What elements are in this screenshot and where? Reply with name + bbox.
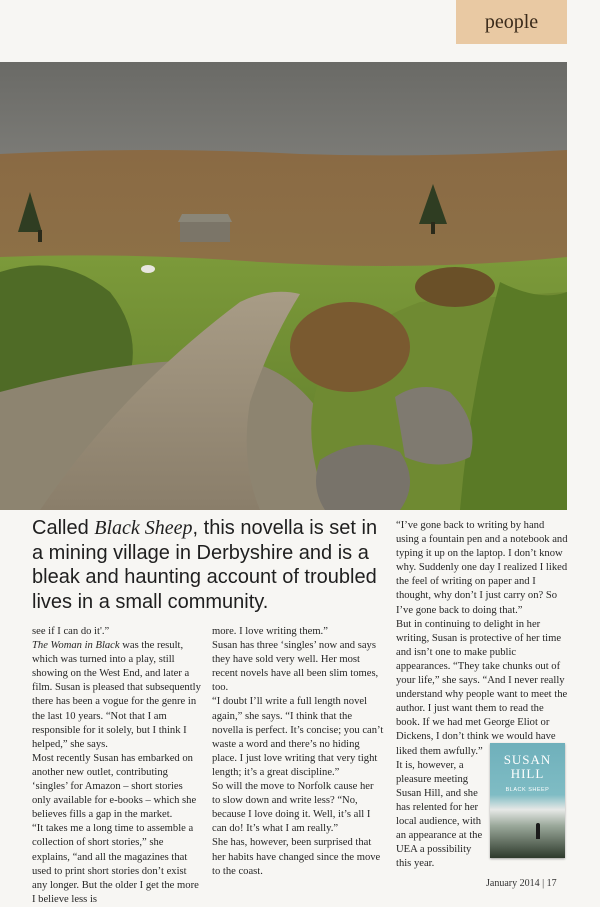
section-tab — [456, 0, 567, 44]
paragraph: Susan has three ‘singles’ now and says they have sold very well. Her most recent novels have all been slim tomes, too. — [212, 640, 379, 694]
paragraph — [32, 639, 204, 752]
deck-book-title: Black Sheep — [94, 517, 193, 539]
author-first: SUSAN — [503, 752, 552, 767]
paragraph: Most recently Susan has embarked on another new outlet, contributing ‘singles’ for Amazon – short stories only available for e-books – which she believes fills a gap in the market. — [32, 752, 197, 821]
book-cover-title: BLACK SHEEP — [505, 787, 550, 793]
paragraph: It is, however, a pleasure meeting Susan Hill, and she has relented for her local audience, with an appearance at the UEA a possibility this year. — [396, 759, 483, 870]
book-cover — [490, 743, 565, 858]
moorland-photo — [0, 62, 567, 510]
page-folio: January 2014 | 17 — [486, 878, 557, 889]
paragraph: But in continuing to delight in her writing, Susan is protective of her time and isn’t one to make public appearances. “They take chunks out of your life,” she says. “And I never really understand why people want to meet the author. I just want them to read the book. If we had met George Eliot or Dickens, I don’t think we would have liked them awfully.” — [396, 618, 568, 757]
deck-pre: Called — [32, 517, 95, 539]
paragraph: “I doubt I’ll write a full length novel again,” she says. “I think that the novella is perfect. It’s concise; you can’t waste a word and there’s no hiding place. I just love writing that very tight length; it’s a great discipline.” — [212, 696, 384, 778]
section-label: people — [484, 10, 539, 33]
cover-figure — [536, 823, 540, 839]
paragraph: “I’ve gone back to writing by hand using a fountain pen and a notebook and typing it up on the laptop. I don’t know why. Suddenly one day I realized I liked the feel of writing on paper and I thought, why don’t I just carry on? So I’ve gone back to doing that.” — [396, 520, 568, 616]
paragraph-text: was the result, which was turned into a play, still showing on the West End, and later a film. Susan is pleased that subsequently there has been a vogue for the genre in the last 10 years. “Not that I am responsible for it solely, but I think I helped,” she says. — [32, 640, 201, 750]
article-column-1 — [32, 625, 204, 907]
standfirst — [32, 516, 387, 614]
paragraph: see if I can do it'.” — [32, 626, 110, 637]
author-last: HILL — [510, 766, 545, 781]
paragraph: “It takes me a long time to assemble a collection of short stories,” she explains, “and all the magazines that used to print short stories don’t exist any longer. But the older I get the more I believe less is — [32, 823, 199, 905]
deck-post: , this novella is set in a mining village in Derbyshire and is a bleak and haunting account of troubled lives in a small community. — [32, 517, 378, 613]
book-author — [490, 753, 565, 781]
paragraph: So will the move to Norfolk cause her to slow down and write less? “No, because I love doing it. Well, it’s all I can do! It’s what I am really.” — [212, 781, 374, 835]
article-column-2 — [212, 625, 384, 879]
paragraph: more. I love writing them.” — [212, 626, 328, 637]
paragraph: She has, however, been surprised that her habits have changed since the move to the coast. — [212, 837, 381, 877]
book-title: The Woman in Black — [32, 640, 120, 652]
